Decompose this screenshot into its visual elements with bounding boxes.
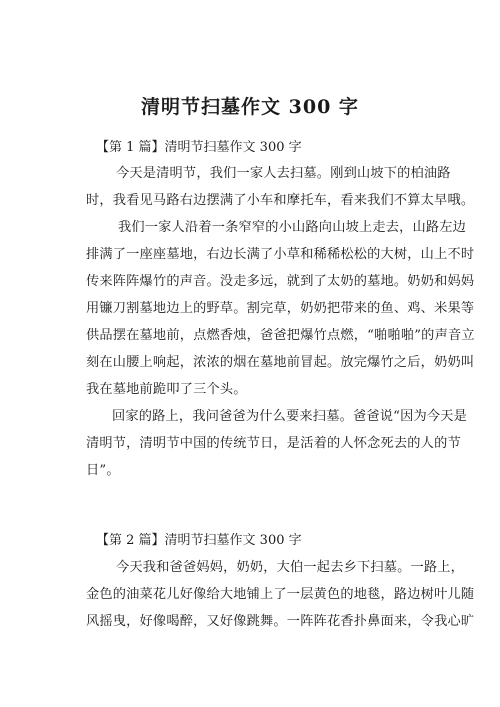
paragraph-line: 我们一家人沿着一条窄窄的小山路向山坡上走去，山路左边 [118,220,467,235]
paragraph-line: 今天我和爸爸妈妈，奶奶，大伯一起去乡下扫墓。一路上， [116,560,465,575]
paragraph-line: 今天是清明节，我们一家人去扫墓。刚到山坡下的柏油路 [116,166,451,181]
paragraph-line: 传来阵阵爆竹的声音。没走多远，就到了太奶的墓地。奶奶和妈妈 [86,274,475,289]
section-1-heading: 【第 1 篇】清明节扫墓作文 300 字 [96,140,302,155]
paragraph-line: 供品摆在墓地前，点燃香烛，爸爸把爆竹点燃，“啪啪啪”的声音立 [86,328,475,343]
paragraph-line: 日”。 [86,463,120,478]
paragraph-line: 回家的路上，我问爸爸为什么要来扫墓。爸爸说“因为今天是 [112,409,468,424]
paragraph-line: 金色的油菜花儿好像给大地铺上了一层黄色的地毯，路边树叶儿随 [86,587,475,602]
paragraph-line: 用镰刀割墓地边上的野草。割完草，奶奶把带来的鱼、鸡、米果等 [86,301,475,316]
section-2-heading: 【第 2 篇】清明节扫墓作文 300 字 [96,533,302,548]
paragraph-line: 风摇曳，好像喝醉，又好像跳舞。一阵阵花香扑鼻面来，令我心旷 [86,614,475,629]
document-title: 清明节扫墓作文 300 字 [141,96,359,118]
paragraph-line: 我在墓地前跪叩了三个头。 [86,382,247,397]
paragraph-line: 清明节，清明节中国的传统节日，是活着的人怀念死去的人的节 [86,436,461,451]
paragraph-line: 时，我看见马路右边摆满了小车和摩托车，看来我们不算太早哦。 [86,193,475,208]
paragraph-line: 刻在山腰上响起，浓浓的烟在墓地前冒起。放完爆竹之后，奶奶叫 [86,355,475,370]
paragraph-line: 排满了一座座墓地，右边长满了小草和稀稀松松的大树，山上不时 [86,247,475,262]
